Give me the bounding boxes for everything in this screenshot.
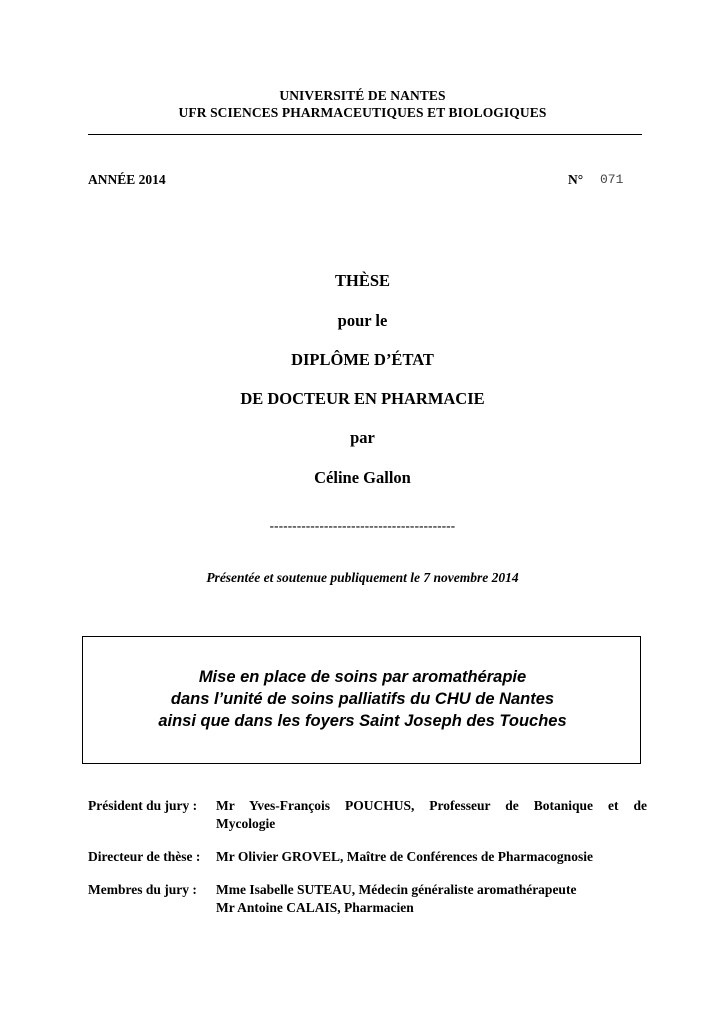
subject-line-3: ainsi que dans les foyers Saint Joseph des Touches	[158, 712, 567, 730]
member-2: Mr Antoine CALAIS, Pharmacien	[216, 900, 414, 915]
separator-line: -----------------------------------------	[269, 518, 456, 533]
header-rule	[88, 134, 642, 135]
subject-box	[82, 636, 641, 764]
director-label: Directeur de thèse :	[88, 849, 201, 864]
subject-line-2: dans l’unité de soins palliatifs du CHU de Nantes	[170, 690, 555, 708]
par: par	[350, 428, 375, 447]
pour-le: pour le	[337, 311, 388, 330]
subject-line-1: Mise en place de soins par aromathérapie	[198, 668, 527, 686]
director-value: Mr Olivier GROVEL, Maître de Conférences de Pharmacognosie	[216, 849, 593, 864]
thesis-heading: THÈSE	[334, 271, 391, 290]
year: ANNÉE 2014	[88, 172, 166, 187]
author-name: Céline Gallon	[314, 468, 411, 487]
member-1: Mme Isabelle SUTEAU, Médecin généraliste aromathérapeute	[216, 882, 577, 897]
members-label: Membres du jury :	[88, 882, 197, 897]
presentation-date: Présentée et soutenue publiquement le 7 novembre 2014	[206, 570, 519, 585]
president-label: Président du jury :	[88, 798, 198, 813]
thesis-number-label: N°	[568, 172, 584, 187]
university-name: UNIVERSITÉ DE NANTES	[279, 88, 446, 103]
thesis-number: 071	[600, 172, 624, 187]
president-value-line2: Mycologie	[216, 816, 276, 831]
president-value-line1: Mr Yves-François POUCHUS, Professeur de Botanique et de	[216, 798, 647, 813]
faculty-name: UFR SCIENCES PHARMACEUTIQUES ET BIOLOGIQUES	[178, 105, 547, 120]
doctorate: DE DOCTEUR EN PHARMACIE	[240, 389, 485, 408]
diploma: DIPLÔME D’ÉTAT	[291, 350, 434, 369]
